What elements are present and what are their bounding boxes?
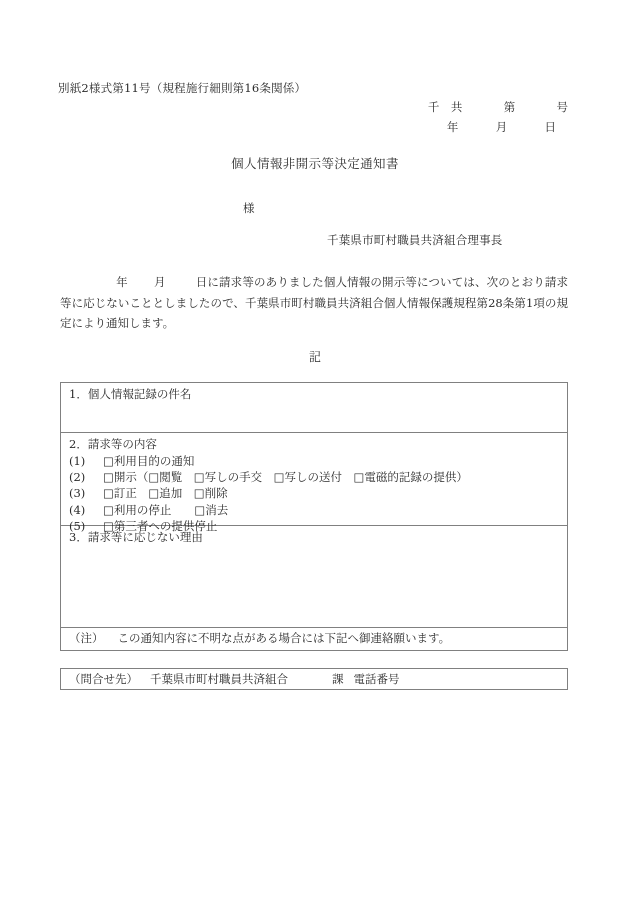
document-date-line (0, 119, 556, 135)
body-paragraph (60, 272, 568, 334)
body-statement: 日に請求等のありました個人情報の開示等については、次のとおり請求等に応じないこととしましたので、千葉県市町村職員共済組合個人情報保護規程第28条第1項の規定により通知します。 (60, 275, 568, 330)
notification-table (60, 382, 568, 651)
option-number: (4) (69, 502, 86, 517)
checkbox-option-5[interactable]: □第三者への提供停止 (103, 519, 218, 534)
document-number-gou: 号 (556, 100, 568, 114)
section-1-title: 1．個人情報記録の件名 (69, 387, 192, 401)
section-1-cell (61, 383, 567, 403)
section-3-title: 3．請求等に応じない理由 (69, 530, 203, 544)
body-date-year: 年 (116, 275, 128, 289)
request-option-list (69, 453, 567, 535)
note-label: （注） (69, 631, 104, 645)
document-number-dai: 第 (503, 100, 516, 114)
document-date-month: 月 (495, 120, 508, 134)
option-number: (3) (69, 486, 86, 501)
list-item[interactable] (69, 502, 567, 518)
document-number-line (0, 99, 568, 115)
page-title: 個人情報非開示等決定通知書 (231, 156, 399, 171)
contact-phone-label: 電話番号 (353, 672, 400, 686)
option-number: (1) (69, 453, 86, 468)
section-3-cell (61, 526, 567, 546)
issuer-name: 千葉県市町村職員共済組合理事長 (327, 233, 503, 247)
checkbox-option-4[interactable]: □利用の停止 □消去 (103, 502, 229, 517)
note-cell (61, 628, 567, 646)
option-number: (2) (69, 469, 86, 484)
list-item[interactable] (69, 485, 567, 501)
body-date-month: 月 (153, 275, 166, 289)
table-row-note (61, 628, 567, 650)
document-date-year: 年 (446, 120, 459, 134)
list-item[interactable] (69, 453, 567, 469)
checkbox-option-2[interactable]: □開示（□閲覧 □写しの手交 □写しの送付 □電磁的記録の提供） (103, 469, 468, 484)
contact-line (61, 669, 567, 687)
contact-box (60, 668, 568, 690)
ki-mark: 記 (308, 350, 321, 364)
section-2-title: 2．請求等の内容 (69, 437, 157, 451)
checkbox-option-3[interactable]: □訂正 □追加 □削除 (103, 486, 228, 501)
section-2-cell (61, 433, 567, 535)
table-row-subject (61, 383, 567, 433)
document-number-org: 千 共 (427, 100, 463, 114)
contact-division: 課 (332, 672, 344, 686)
contact-organization: 千葉県市町村職員共済組合 (150, 672, 288, 686)
checkbox-option-1[interactable]: □利用目的の通知 (103, 453, 195, 468)
list-item[interactable] (69, 469, 567, 485)
option-number: (5) (69, 519, 86, 534)
form-code: 別紙2様式第11号（規程施行細則第16条関係） (58, 81, 307, 95)
contact-label: （問合せ先） (69, 672, 138, 686)
table-row-reason (61, 526, 567, 628)
table-row-request-content (61, 433, 567, 534)
addressee-honorific: 様 (243, 201, 255, 215)
document-date-day: 日 (544, 120, 556, 134)
note-text: この通知内容に不明な点がある場合には下記へ御連絡願います。 (117, 631, 451, 645)
